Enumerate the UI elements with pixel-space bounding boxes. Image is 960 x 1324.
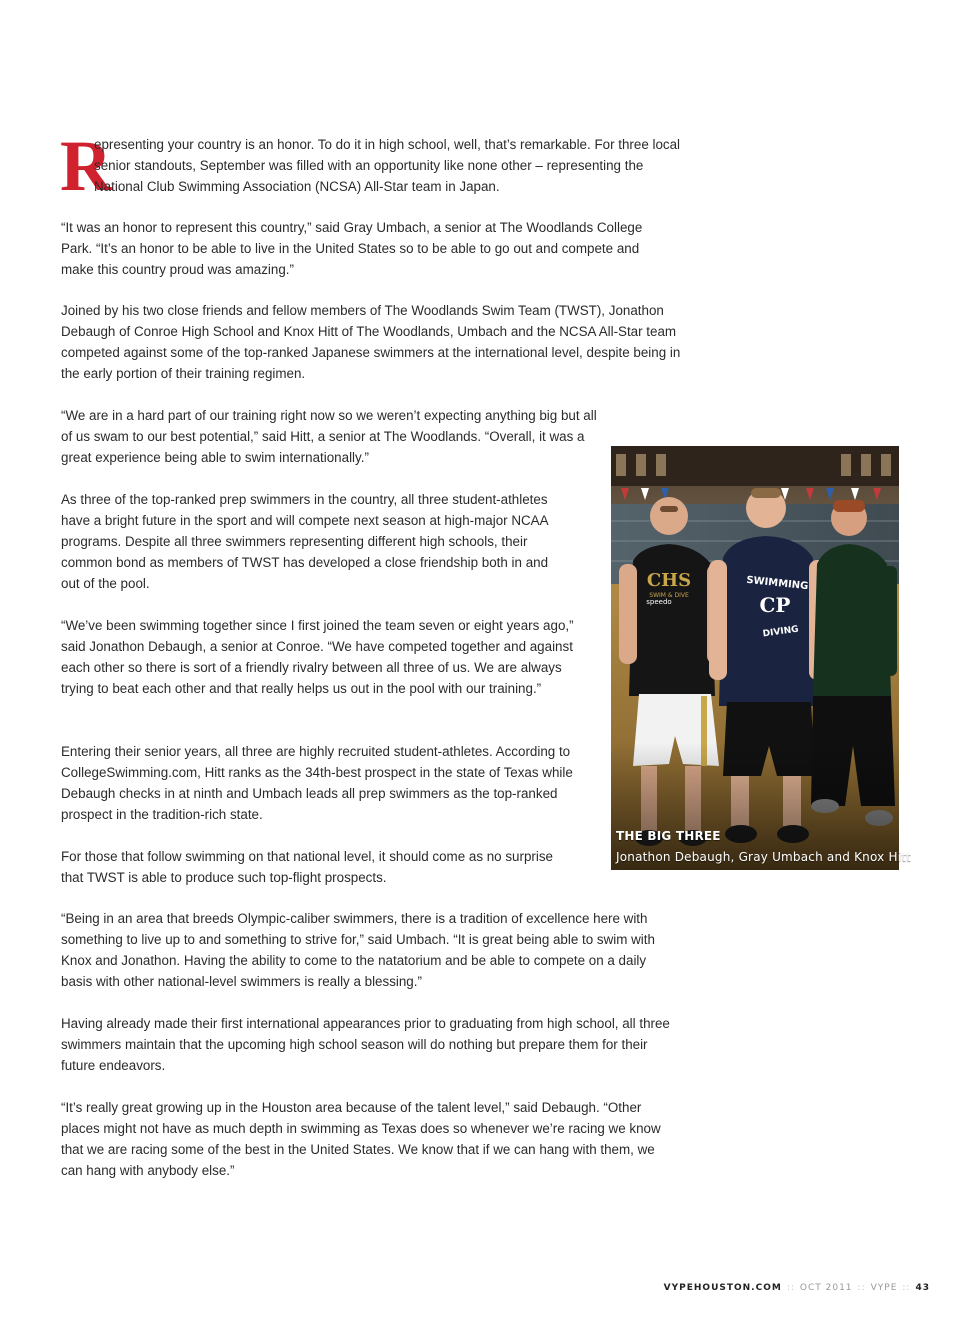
footer-separator-3: :: [902, 1283, 911, 1293]
footer-site[interactable]: VYPEHOUSTON.COM [663, 1283, 782, 1293]
footer-brand: VYPE [870, 1283, 898, 1293]
paragraph-6: “We’ve been swimming together since I first joined the team seven or eight years ago,” said Jonathon Debaugh, a senior at Conroe. “We have competed together and against each other so there is sort of a friendly rivalry between all three of us. We are always trying to beat each other and that really helps us out in the pool with our training.” [61, 618, 574, 696]
paragraph-11: “It’s really great growing up in the Houston area because of the talent level,” said Debaugh. “Other places might not have as much depth in swimming as Texas does so whenever we’re racing we know that we are racing some of the best in the United States. We know that if we can hang with them, we can hang with anybody else.” [61, 1100, 661, 1178]
paragraph-4: “We are in a hard part of our training right now so we weren’t expecting anything big but all of us swam to our best potential,” said Hitt, a senior at The Woodlands. “Overall, it was a great experience being able to swim internationally.” [61, 408, 597, 465]
footer-separator: :: [786, 1283, 795, 1293]
footer-separator-2: :: [857, 1283, 866, 1293]
paragraph-3: Joined by his two close friends and fellow members of The Woodlands Swim Team (TWST), Jonathon Debaugh of Conroe High School and Knox Hitt of The Woodlands, Umbach and the NCSA All-Star team competed against some of the top-ranked Japanese swimmers at the international level, despite being in the early portion of their training regimen. [61, 303, 681, 381]
paragraph-1: epresenting your country is an honor. To do it in high school, well, that’s remarkable. For three local senior standouts, September was filled with an opportunity like none other – representing the National Club Swimming Association (NCSA) All-Star team in Japan. [94, 137, 681, 194]
paragraph-5: As three of the top-ranked prep swimmers in the country, all three student-athletes have a bright future in the sport and will compete next season at high-major NCAA programs. Despite all three swimmers representing different high schools, their common bond as members of TWST has developed a close friendship both in and out of the pool. [61, 492, 549, 591]
footer-date: OCT 2011 [799, 1283, 853, 1293]
photo-caption-names: Jonathon Debaugh, Gray Umbach and Knox Hitt [616, 850, 912, 864]
page-footer [664, 1283, 930, 1293]
swimmers-photo [611, 446, 899, 870]
page-number: 43 [915, 1283, 930, 1293]
drop-cap: R [60, 126, 112, 206]
paragraph-2: “It was an honor to represent this country,” said Gray Umbach, a senior at The Woodlands College Park. “It’s an honor to be able to live in the United States so to be able to go out and compete and make this country proud was amazing.” [61, 220, 643, 277]
photo-caption-title: THE BIG THREE [616, 829, 721, 843]
paragraph-8: For those that follow swimming on that national level, it should come as no surprise that TWST is able to produce such top-flight prospects. [61, 849, 553, 885]
paragraph-10: Having already made their first international appearances prior to graduating from high school, all three swimmers maintain that the upcoming high school season will do nothing but prepare them for their future endeavors. [61, 1016, 670, 1073]
paragraph-9: “Being in an area that breeds Olympic-caliber swimmers, there is a tradition of excellence here with something to live up to and something to strive for,” said Umbach. “It is great being able to swim with Knox and Jonathon. Having the ability to come to the natatorium and be able to compete on a daily basis with other national-level swimmers is really a blessing.” [61, 911, 655, 989]
paragraph-7: Entering their senior years, all three are highly recruited student-athletes. According to CollegeSwimming.com, Hitt ranks as the 34th-best prospect in the state of Texas while Debaugh checks in at ninth and Umbach leads all prep swimmers as the top-ranked prospect in the tradition-rich state. [61, 744, 573, 822]
